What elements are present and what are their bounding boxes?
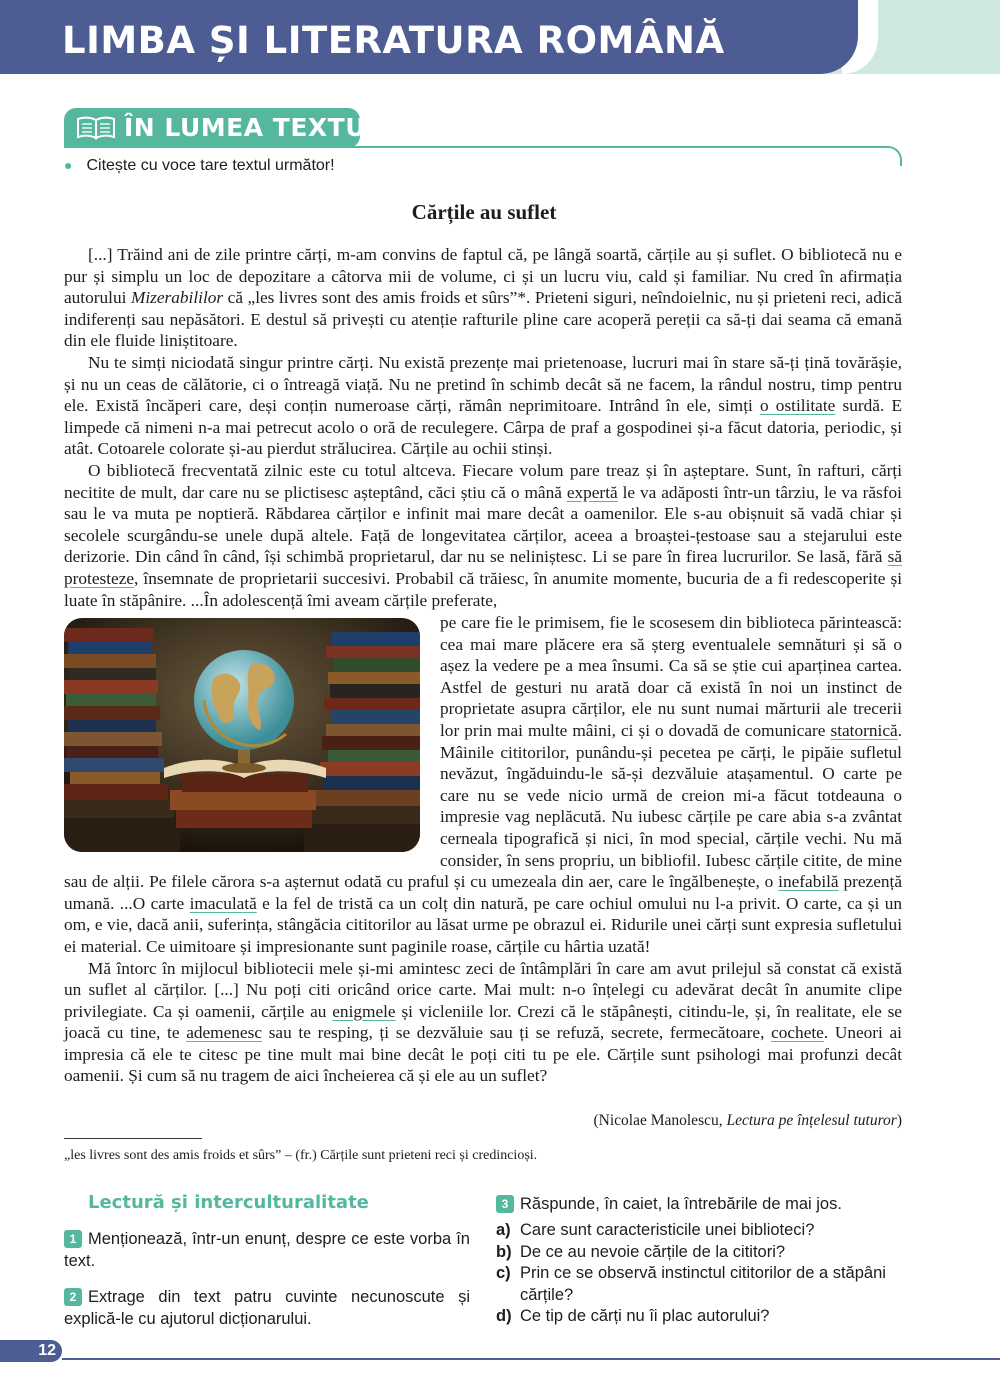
vocab-word: să protesteze	[64, 547, 902, 588]
article-body	[64, 244, 902, 611]
vocab-word: inefabilă	[778, 872, 839, 892]
vocab-word: statornică	[830, 720, 898, 740]
paragraph-3: O bibliotecă frecventată zilnic este cu totul altceva. Fiecare volum pare treaz și în așteptare. Sunt, în rafturi, cărți necitite de mult, dar care nu se plictisesc așteptând, căci știu că o mână expertă le va adăposti într-un târziu, le va răsfoi sau le va muta pe noptieră. Răbdarea cărților e infinit mai mare decât a oamenilor. Ele s-au obișnuit să vadă chiar și secolele scurgându-se unele după altele. Față de longevitatea cărților, aceea a broaștei-țestoase sau a stejarului este derizorie. Din când în când, își schimbă proprietarul, dar nu se neliniștesc. Li se pare în firea lucrurilor. Se lasă, fără să protesteze, însemnate de proprietarii succesivi. Probabil că trăiesc, în anumite momente, bucuria de a fi redescoperite și luate în stăpânire. ...În adolescență îmi aveam cărțile preferate,	[64, 460, 902, 610]
task-1: 1 Menționează, într-un enunț, despre ce este vorba în text.	[64, 1230, 470, 1270]
question-item: c) Prin ce se observă instinctul cititorilor de a stăpâni cărțile?	[496, 1264, 886, 1304]
paragraph-4: Mă întorc în mijlocul bibliotecii mele și-mi amintesc zeci de întâmplări în care am avut prilejul să constat că există un suflet al cărților. [...] Nu poți citi oricând orice carte. Mai mult: n-o înțelegi cu adevărat decât în anumite clipe privilegiate. Ca și oamenii, cărțile au enigmele și vicleniile lor. Crezi că le stăpânești, citindu-le, și, în realitate, ele se joacă cu tine, te ademenesc sau te resping, ți se dezvăluie sau ți se refuză, secrete, fermecătoare, cochete. Uneori ai impresia că ele te citesc pe tine mult mai bine decât le poți citi tu pe ele. Cărțile sunt psihologi mai profunzi decât oamenii. Și cum să nu tragem de aici încheierea că și ele au un suflet?	[64, 958, 902, 1086]
paragraph-3-continued: pe care fie le primisem, fie le scosesem din biblioteca părintească: cea mai mare plăcere era să șterg eventualele semnături și să o așez la vedere pe a mea însumi. Ca să se știe cui aparținea cartea. Astfel de gesturi nu arată doar că există în noi un instinct de proprietate asupra cărților, ele nu sunt numai mărturii ale trecerii lor prin mai multe mâini, ci și o dovadă de comunicare statornică. Mâinile cititorilor, punându-și pecetea pe cărți, le pipăie sufletul nevăzut, îngăduindu-le să-și dezvăluie atașamentul. O carte pe care nu se vede nicio urmă de creion mi-a făcut totdeauna o impresie vag neplăcută. Nu iubesc cărțile pe care abia s-a zvântat cerneala tipografică și nici, în mod special, cărțile vechi. Nu mă consider, în sens propriu, un bibliofil. Iubesc cărțile citite, de mine sau de alții. Pe filele cărora s-a așternut odată cu praful și cu umezeala din aer, care le îngălbenește, o inefabilă prezență umană. ...O carte imaculată e la fel de tristă ca un colț din natură, pe care ochiul omului nu l-a privit. O carte, ca și un om, e vie, dacă anii, suferința, stângăcia cititorilor au lăsat urme pe obrazul ei. Ridurile unei cărți sunt expresia sufletului ei material. Ce uimitoare și impresionante sunt paginile roase, cărțile cu hârtia uzată!	[64, 613, 902, 956]
source-citation: (Nicolae Manolescu, Lectura pe înțelesul tuturor)	[593, 1112, 902, 1129]
page-footer-line	[62, 1358, 1000, 1360]
question-item: b) De ce au nevoie cărțile de la cititori?	[496, 1242, 786, 1261]
instruction-text: Citește cu voce tare textul următor!	[86, 157, 335, 174]
vocab-word: expertă	[566, 482, 618, 502]
subject-title: LIMBA ȘI LITERATURA ROMÂNĂ	[62, 19, 725, 62]
vocab-word: imaculată	[189, 893, 257, 913]
task-2: 2 Extrage din text patru cuvinte necunoscute și explică-le cu ajutorul dicționarului.	[64, 1288, 470, 1328]
bullet-icon: ●	[64, 157, 73, 173]
instruction	[64, 157, 335, 175]
vocab-word: enigmele	[332, 1001, 396, 1021]
article-body-continued	[64, 612, 902, 1087]
question-item: d) Ce tip de cărți nu îi plac autorului?	[496, 1307, 770, 1325]
question-list	[496, 1220, 906, 1328]
open-book-icon	[76, 116, 116, 140]
vocab-word: cochete	[771, 1023, 824, 1043]
vocab-word: ademenesc	[186, 1023, 263, 1043]
library-illustration	[64, 618, 420, 852]
page-number: 12	[0, 1340, 62, 1362]
section-title: ÎN LUMEA TEXTULUI	[124, 113, 413, 142]
task-3: 3 Răspunde, în caiet, la întrebările de mai jos.	[496, 1193, 906, 1215]
paragraph-1: [...] Trăind ani de zile printre cărți, m-am convins de faptul că, pe lângă soartă, cărțile au și suflet. O bibliotecă nu e pur și simplu un loc de depozitare a câtorva mii de volume, ci și un lucru viu, cald și familiar. Nu cred în afirmația autorului Mizerabililor că „les livres sont des amis froids et sûrs”*. Prieteni siguri, neîndoielnic, nu și prieteni reci, adică indiferenți sau nepăsători. E destul să privești cu atenție rafturile pline care acoperă pereții ca să-ți dai seama că emană din ele fluide liniștitoare.	[64, 245, 902, 351]
exercises-heading: Lectură și interculturalitate	[88, 1192, 369, 1213]
paragraph-2: Nu te simți niciodată singur printre cărți. Nu există prezențe mai prietenoase, lucruri mai în stare să-ți țină tovărășie, și nu un ceas de călătorie, ci o întreagă viață. Nu ne pretind în schimb decât să ne facem, la rândul nostru, timp pentru ele. Există încăperi care, deși conțin numeroase cărți, rămân neprimitoare. Intrând în ele, simți o ostilitate surdă. E limpede că nimeni n-a mai petrecut acolo o oră de reculegere. Cârpa de praf a gospodinei și-a făcut datoria, periodic, și atât. Cotoarele colorate și-au pierdut strălucirea. Cărțile au ochii stinși.	[64, 352, 902, 459]
task-number: 1	[64, 1230, 82, 1248]
task-number: 3	[496, 1195, 514, 1213]
footnote: „les livres sont des amis froids et sûrs” – (fr.) Cărțile sunt prieteni reci și credincioși.	[64, 1148, 538, 1163]
text-title: Cărțile au suflet	[411, 200, 557, 224]
task-number: 2	[64, 1288, 82, 1306]
vocab-word: o ostilitate	[759, 396, 836, 416]
question-item: a) Care sunt caracteristicile unei biblioteci?	[496, 1221, 815, 1239]
library-globe-photo	[64, 618, 420, 852]
footnote-divider	[64, 1138, 202, 1139]
